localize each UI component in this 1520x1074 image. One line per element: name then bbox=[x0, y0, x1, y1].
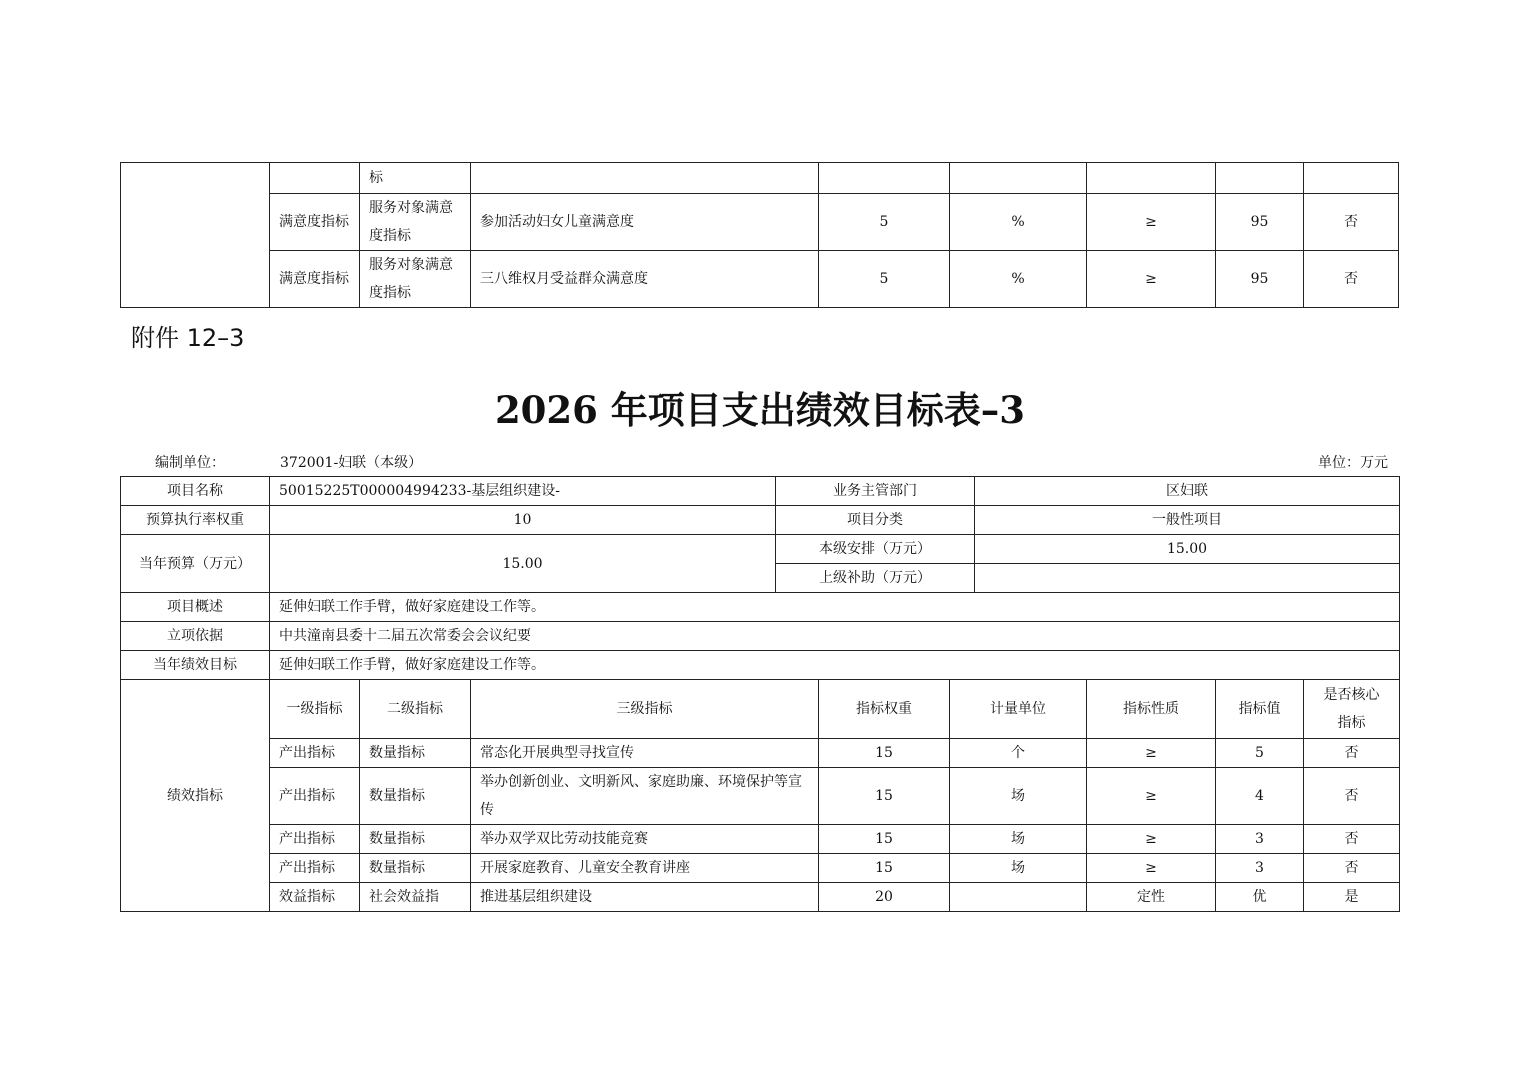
level3-cell: 开展家庭教育、儿童安全教育讲座 bbox=[471, 854, 819, 883]
level1-cell: 产出指标 bbox=[270, 854, 360, 883]
column-header: 一级指标 bbox=[270, 680, 360, 739]
project-name-value: 50015225T000004994233-基层组织建设- bbox=[270, 477, 776, 506]
table-row bbox=[121, 883, 1400, 912]
table-row bbox=[121, 194, 1399, 251]
upper-value bbox=[975, 564, 1400, 593]
table-cell: 三八维权月受益群众满意度 bbox=[471, 251, 819, 308]
weight-cell: 20 bbox=[819, 883, 950, 912]
table-row bbox=[121, 622, 1400, 651]
overview-value: 延伸妇联工作手臂，做好家庭建设工作等。 bbox=[270, 593, 1400, 622]
indicators-section-label: 绩效指标 bbox=[121, 680, 270, 912]
table-cell bbox=[1304, 163, 1399, 194]
level1-cell: 产出指标 bbox=[270, 739, 360, 768]
exec-rate-value: 10 bbox=[270, 506, 776, 535]
column-header: 二级指标 bbox=[360, 680, 471, 739]
unit-cell: 场 bbox=[950, 854, 1087, 883]
table-cell: % bbox=[950, 194, 1087, 251]
level2-cell: 数量指标 bbox=[360, 854, 471, 883]
column-header: 指标性质 bbox=[1087, 680, 1216, 739]
indicators-table bbox=[120, 679, 1400, 912]
core-cell: 是 bbox=[1304, 883, 1400, 912]
goal-label: 当年绩效目标 bbox=[121, 651, 270, 680]
empty-cell bbox=[270, 163, 360, 194]
nature-cell: ≥ bbox=[1087, 854, 1216, 883]
table-cell bbox=[950, 163, 1087, 194]
column-header: 指标权重 bbox=[819, 680, 950, 739]
level3-cell: 举办双学双比劳动技能竞赛 bbox=[471, 825, 819, 854]
empty-cell bbox=[121, 163, 270, 308]
budget-label: 当年预算（万元） bbox=[121, 535, 270, 593]
table-cell: ≥ bbox=[1087, 251, 1216, 308]
level1-cell: 产出指标 bbox=[270, 825, 360, 854]
core-cell: 否 bbox=[1304, 854, 1400, 883]
basis-label: 立项依据 bbox=[121, 622, 270, 651]
nature-cell: ≥ bbox=[1087, 739, 1216, 768]
exec-rate-label: 预算执行率权重 bbox=[121, 506, 270, 535]
table-cell bbox=[819, 163, 950, 194]
org-value: 372001-妇联（本级） bbox=[280, 455, 423, 471]
unit-cell: 场 bbox=[950, 768, 1087, 825]
table-row bbox=[121, 506, 1400, 535]
level3-cell: 常态化开展典型寻找宣传 bbox=[471, 739, 819, 768]
table-cell: 5 bbox=[819, 194, 950, 251]
unit-cell: 个 bbox=[950, 739, 1087, 768]
local-value: 15.00 bbox=[975, 535, 1400, 564]
level3-cell: 推进基层组织建设 bbox=[471, 883, 819, 912]
table-cell bbox=[1087, 163, 1216, 194]
table-cell: 否 bbox=[1304, 251, 1399, 308]
table-cell: 标 bbox=[360, 163, 471, 194]
weight-cell: 15 bbox=[819, 739, 950, 768]
table-row bbox=[121, 251, 1399, 308]
table-row bbox=[121, 477, 1400, 506]
table-row bbox=[121, 163, 1399, 194]
table-row bbox=[121, 651, 1400, 680]
previous-table bbox=[120, 162, 1399, 308]
level2-cell: 社会效益指 bbox=[360, 883, 471, 912]
level3-cell: 举办创新创业、文明新风、家庭助廉、环境保护等宣传 bbox=[471, 768, 819, 825]
level1-cell: 产出指标 bbox=[270, 768, 360, 825]
value-cell: 5 bbox=[1216, 739, 1304, 768]
table-cell: % bbox=[950, 251, 1087, 308]
value-cell: 优 bbox=[1216, 883, 1304, 912]
nature-cell: ≥ bbox=[1087, 768, 1216, 825]
column-header: 三级指标 bbox=[471, 680, 819, 739]
table-cell bbox=[1216, 163, 1304, 194]
table-cell: 95 bbox=[1216, 194, 1304, 251]
core-cell: 否 bbox=[1304, 768, 1400, 825]
nature-cell: ≥ bbox=[1087, 825, 1216, 854]
table-row bbox=[121, 593, 1400, 622]
dept-label: 业务主管部门 bbox=[776, 477, 975, 506]
column-header: 计量单位 bbox=[950, 680, 1087, 739]
nature-cell: 定性 bbox=[1087, 883, 1216, 912]
table-cell: 服务对象满意度指标 bbox=[360, 251, 471, 308]
value-cell: 3 bbox=[1216, 854, 1304, 883]
category-label: 项目分类 bbox=[776, 506, 975, 535]
table-cell: 满意度指标 bbox=[270, 194, 360, 251]
weight-cell: 15 bbox=[819, 854, 950, 883]
project-name-label: 项目名称 bbox=[121, 477, 270, 506]
table-cell: 95 bbox=[1216, 251, 1304, 308]
category-value: 一般性项目 bbox=[975, 506, 1400, 535]
level1-cell: 效益指标 bbox=[270, 883, 360, 912]
upper-label: 上级补助（万元） bbox=[776, 564, 975, 593]
level2-cell: 数量指标 bbox=[360, 739, 471, 768]
value-cell: 3 bbox=[1216, 825, 1304, 854]
table-cell: 参加活动妇女儿童满意度 bbox=[471, 194, 819, 251]
table-cell bbox=[471, 163, 819, 194]
attachment-label: 附件 12–3 bbox=[131, 324, 245, 352]
goal-value: 延伸妇联工作手臂，做好家庭建设工作等。 bbox=[270, 651, 1400, 680]
column-header: 指标值 bbox=[1216, 680, 1304, 739]
weight-cell: 15 bbox=[819, 768, 950, 825]
project-info-table bbox=[120, 476, 1400, 680]
value-cell: 4 bbox=[1216, 768, 1304, 825]
table-cell: 满意度指标 bbox=[270, 251, 360, 308]
table-cell: ≥ bbox=[1087, 194, 1216, 251]
document-title: 2026 年项目支出绩效目标表–3 bbox=[494, 388, 1026, 432]
table-cell: 5 bbox=[819, 251, 950, 308]
level2-cell: 数量指标 bbox=[360, 768, 471, 825]
column-header: 是否核心指标 bbox=[1304, 680, 1400, 739]
overview-label: 项目概述 bbox=[121, 593, 270, 622]
level2-cell: 数量指标 bbox=[360, 825, 471, 854]
basis-value: 中共潼南县委十二届五次常委会会议纪要 bbox=[270, 622, 1400, 651]
weight-cell: 15 bbox=[819, 825, 950, 854]
header-row bbox=[121, 680, 1400, 739]
core-cell: 否 bbox=[1304, 825, 1400, 854]
local-label: 本级安排（万元） bbox=[776, 535, 975, 564]
unit-cell: 场 bbox=[950, 825, 1087, 854]
unit-label: 单位：万元 bbox=[1318, 455, 1388, 471]
unit-cell bbox=[950, 883, 1087, 912]
table-row bbox=[121, 854, 1400, 883]
budget-value: 15.00 bbox=[270, 535, 776, 593]
table-row bbox=[121, 768, 1400, 825]
core-cell: 否 bbox=[1304, 739, 1400, 768]
table-row bbox=[121, 825, 1400, 854]
dept-value: 区妇联 bbox=[975, 477, 1400, 506]
table-cell: 服务对象满意度指标 bbox=[360, 194, 471, 251]
table-row bbox=[121, 535, 1400, 564]
table-row bbox=[121, 739, 1400, 768]
table-cell: 否 bbox=[1304, 194, 1399, 251]
org-label: 编制单位： bbox=[155, 455, 225, 471]
